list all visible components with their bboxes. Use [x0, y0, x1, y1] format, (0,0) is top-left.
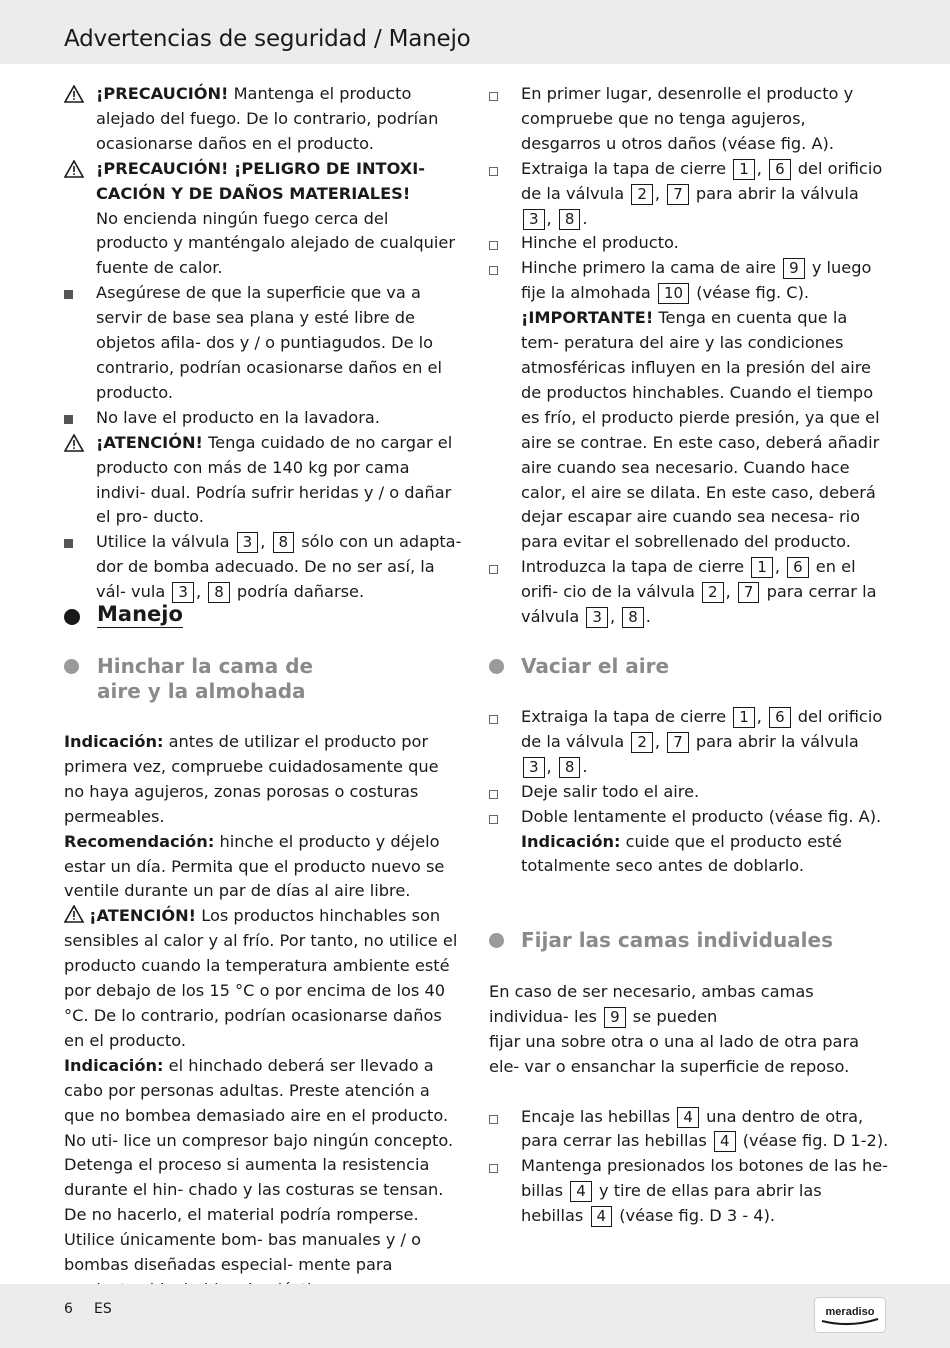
left-column [64, 82, 464, 605]
subsection-bullet-icon [489, 933, 504, 948]
checkbox-bullet-icon [489, 815, 498, 824]
part-number: 4 [570, 1181, 592, 1202]
warning-load: ¡ATENCIÓN! Tenga cuidado de no cargar el producto con más de 140 kg por cama indivi- dual. Podría sufrir heridas y / o dañar el pro- ducto. [64, 431, 464, 531]
checkbox-bullet-icon [489, 241, 498, 250]
checkbox-bullet-icon [489, 92, 498, 101]
square-bullet-icon [64, 539, 73, 548]
subsection-bullet-icon [64, 659, 79, 674]
part-number: 7 [667, 732, 689, 753]
part-number: 1 [733, 159, 755, 180]
part-number: 2 [702, 582, 724, 603]
part-number: 8 [622, 607, 644, 628]
checkbox-bullet-icon [489, 167, 498, 176]
warning-fire: ¡PRECAUCIÓN! Mantenga el producto alejado del fuego. De lo contrario, podrían ocasionarse daños en el producto. [64, 82, 464, 157]
subsection-heading-fix-beds: Fijar las camas individuales [521, 928, 834, 952]
section-bullet-icon [64, 609, 80, 625]
checkbox-bullet-icon [489, 1164, 498, 1173]
part-number: 3 [523, 209, 545, 230]
part-number: 10 [658, 283, 689, 304]
warning-triangle-icon [64, 160, 84, 178]
bullet-valve: Utilice la válvula 3 , 8 sólo con un adapta- dor de bomba adecuado. De no ser así, la vál- vula 3 , 8 podría dañarse. [64, 530, 464, 605]
language-code: ES [94, 1301, 112, 1317]
part-number: 8 [559, 757, 581, 778]
bullet-surface: Asegúrese de que la superficie que va a servir de base sea plana y esté libre de objetos afila- dos y / o puntiagudos. De lo contrario, podrían ocasionarse daños en el producto. [64, 281, 464, 406]
subsection-bullet-icon [489, 659, 504, 674]
warning-intoxication: ¡PRECAUCIÓN! ¡PELIGRO DE INTOXI- CACIÓN Y DE DAÑOS MATERIALES! No encienda ningún fuego cerca del producto y manténgalo alejado de cualquier fuente de calor. [64, 157, 464, 282]
checkbox-bullet-icon [489, 790, 498, 799]
step-deflate-open: Extraiga la tapa de cierre 1 , 6 del orificio de la válvula 2 , 7 para abrir la válvula 3 , 8 . [489, 705, 889, 780]
page-number: 6 [64, 1301, 73, 1317]
inflate-paragraphs [64, 730, 462, 1303]
warning-triangle-icon [64, 85, 84, 103]
checkbox-bullet-icon [489, 565, 498, 574]
part-number: 3 [586, 607, 608, 628]
fix-intro: En caso de ser necesario, ambas camas individua- les 9 se pueden fijar una sobre otra o una al lado de otra para ele- var o ensanchar la superficie de reposo. Encaje las hebillas 4 una dentro de otra, para cerrar las hebillas 4 (véase fig. D 1-2). Mantenga presionados los botones de las he- billas 4 y tire de ellas para abrir las hebillas 4 (véase fig. D 3 - 4). [489, 980, 889, 1229]
warning-temperature: ¡ATENCIÓN! Los productos hinchables son sensibles al calor y al frío. Por tanto, no utilice el producto cuando la temperatura ambiente esté por debajo de los 15 °C o por encima de los 40 °C. De lo contrario, podrían ocasionarse daños en el producto. [64, 906, 458, 1050]
recommendation: Recomendación: hinche el producto y déjelo estar un día. Permita que el producto nuevo se ventile durante un par de días al aire libre. [64, 831, 445, 901]
warning-triangle-icon [64, 905, 84, 923]
part-number: 8 [273, 532, 295, 553]
part-number: 7 [738, 582, 760, 603]
step-buckle-close: Encaje las hebillas 4 una dentro de otra, para cerrar las hebillas 4 (véase fig. D 1-2). [489, 1105, 889, 1155]
part-number: 8 [559, 209, 581, 230]
part-number: 4 [714, 1131, 736, 1152]
part-number: 4 [591, 1206, 613, 1227]
section-heading-manejo: Manejo [97, 602, 183, 626]
note-first-use: Indicación: antes de utilizar el producto por primera vez, compruebe cuidadosamente que no haya agujeros, zonas porosas o costuras permeables. [64, 732, 439, 826]
step-open-valve: Extraiga la tapa de cierre 1 , 6 del orificio de la válvula 2 , 7 para abrir la válvula 3 , 8 . [489, 157, 889, 232]
note-adults: Indicación: el hinchado deberá ser llevado a cabo por personas adultas. Preste atención a que no bombea demasiado aire en el producto. No uti- lice un compresor bajo ningún concepto. Detenga el proceso si aumenta la resistencia durante el hin- chado y las costuras se tensan. De no hacerlo, el material podría romperse. Utilice únicamente bom- bas manuales y / o bombas diseñadas especial- mente para [64, 1055, 454, 1275]
part-number: 6 [769, 159, 791, 180]
page-title: Advertencias de seguridad / Manejo [64, 26, 471, 52]
part-number: 2 [631, 184, 653, 205]
step-inflate: Hinche el producto. [489, 231, 889, 256]
svg-text:meradiso: meradiso [825, 1306, 875, 1318]
square-bullet-icon [64, 415, 73, 424]
bullet-washing: No lave el producto en la lavadora. [64, 406, 464, 431]
step-buckle-open: Mantenga presionados los botones de las he- billas 4 y tire de ellas para abrir las hebillas 4 (véase fig. D 3 - 4). [489, 1154, 889, 1229]
part-number: 9 [783, 258, 805, 279]
part-number: 2 [631, 732, 653, 753]
checkbox-bullet-icon [489, 266, 498, 275]
part-number: 8 [208, 582, 230, 603]
subsection-heading-deflate: Vaciar el aire [521, 654, 670, 678]
part-number: 3 [237, 532, 259, 553]
deflate-steps [489, 705, 889, 879]
part-number: 9 [604, 1007, 626, 1028]
meradiso-logo [814, 1297, 886, 1333]
step-close-valve: Introduzca la tapa de cierre 1 , 6 en el orifi- cio de la válvula 2 , 7 para cerrar la válvula 3 , 8 . [489, 555, 889, 630]
part-number: 1 [733, 707, 755, 728]
footer-band [0, 1284, 950, 1348]
part-number: 3 [172, 582, 194, 603]
subsection-heading-inflate: Hinchar la cama de aire y la almohada [97, 654, 314, 703]
part-number: 6 [787, 557, 809, 578]
square-bullet-icon [64, 290, 73, 299]
step-unroll: En primer lugar, desenrolle el producto y compruebe que no tenga agujeros, desgarros u otros daños (véase fig. A). [489, 82, 889, 157]
step-release-air: Deje salir todo el aire. [489, 780, 889, 805]
part-number: 7 [667, 184, 689, 205]
right-column [489, 82, 889, 630]
part-number: 1 [751, 557, 773, 578]
step-fold: Doble lentamente el producto (véase fig. A). Indicación: cuide que el producto esté totalmente seco antes de doblarlo. [489, 805, 889, 880]
part-number: 6 [769, 707, 791, 728]
warning-triangle-icon [64, 434, 84, 452]
part-number: 3 [523, 757, 545, 778]
step-inflate-bed-pillow: Hinche primero la cama de aire 9 y luego fije la almohada 10 (véase fig. C). ¡IMPORTANTE! Tenga en cuenta que la tem- peratura del aire y las condiciones atmosféricas influyen en la presión del aire de productos hinchables. Cuando el tiempo es frío, el producto pierde presión, ya que el aire se contrae. En este caso, deberá añadir aire cuando sea necesario. Cuando hace calor, el aire se dilata. En este caso, deberá dejar escapar aire cuando sea necesa- rio para evitar el sobrellenado del producto. [489, 256, 889, 555]
checkbox-bullet-icon [489, 1115, 498, 1124]
part-number: 4 [677, 1107, 699, 1128]
checkbox-bullet-icon [489, 715, 498, 724]
